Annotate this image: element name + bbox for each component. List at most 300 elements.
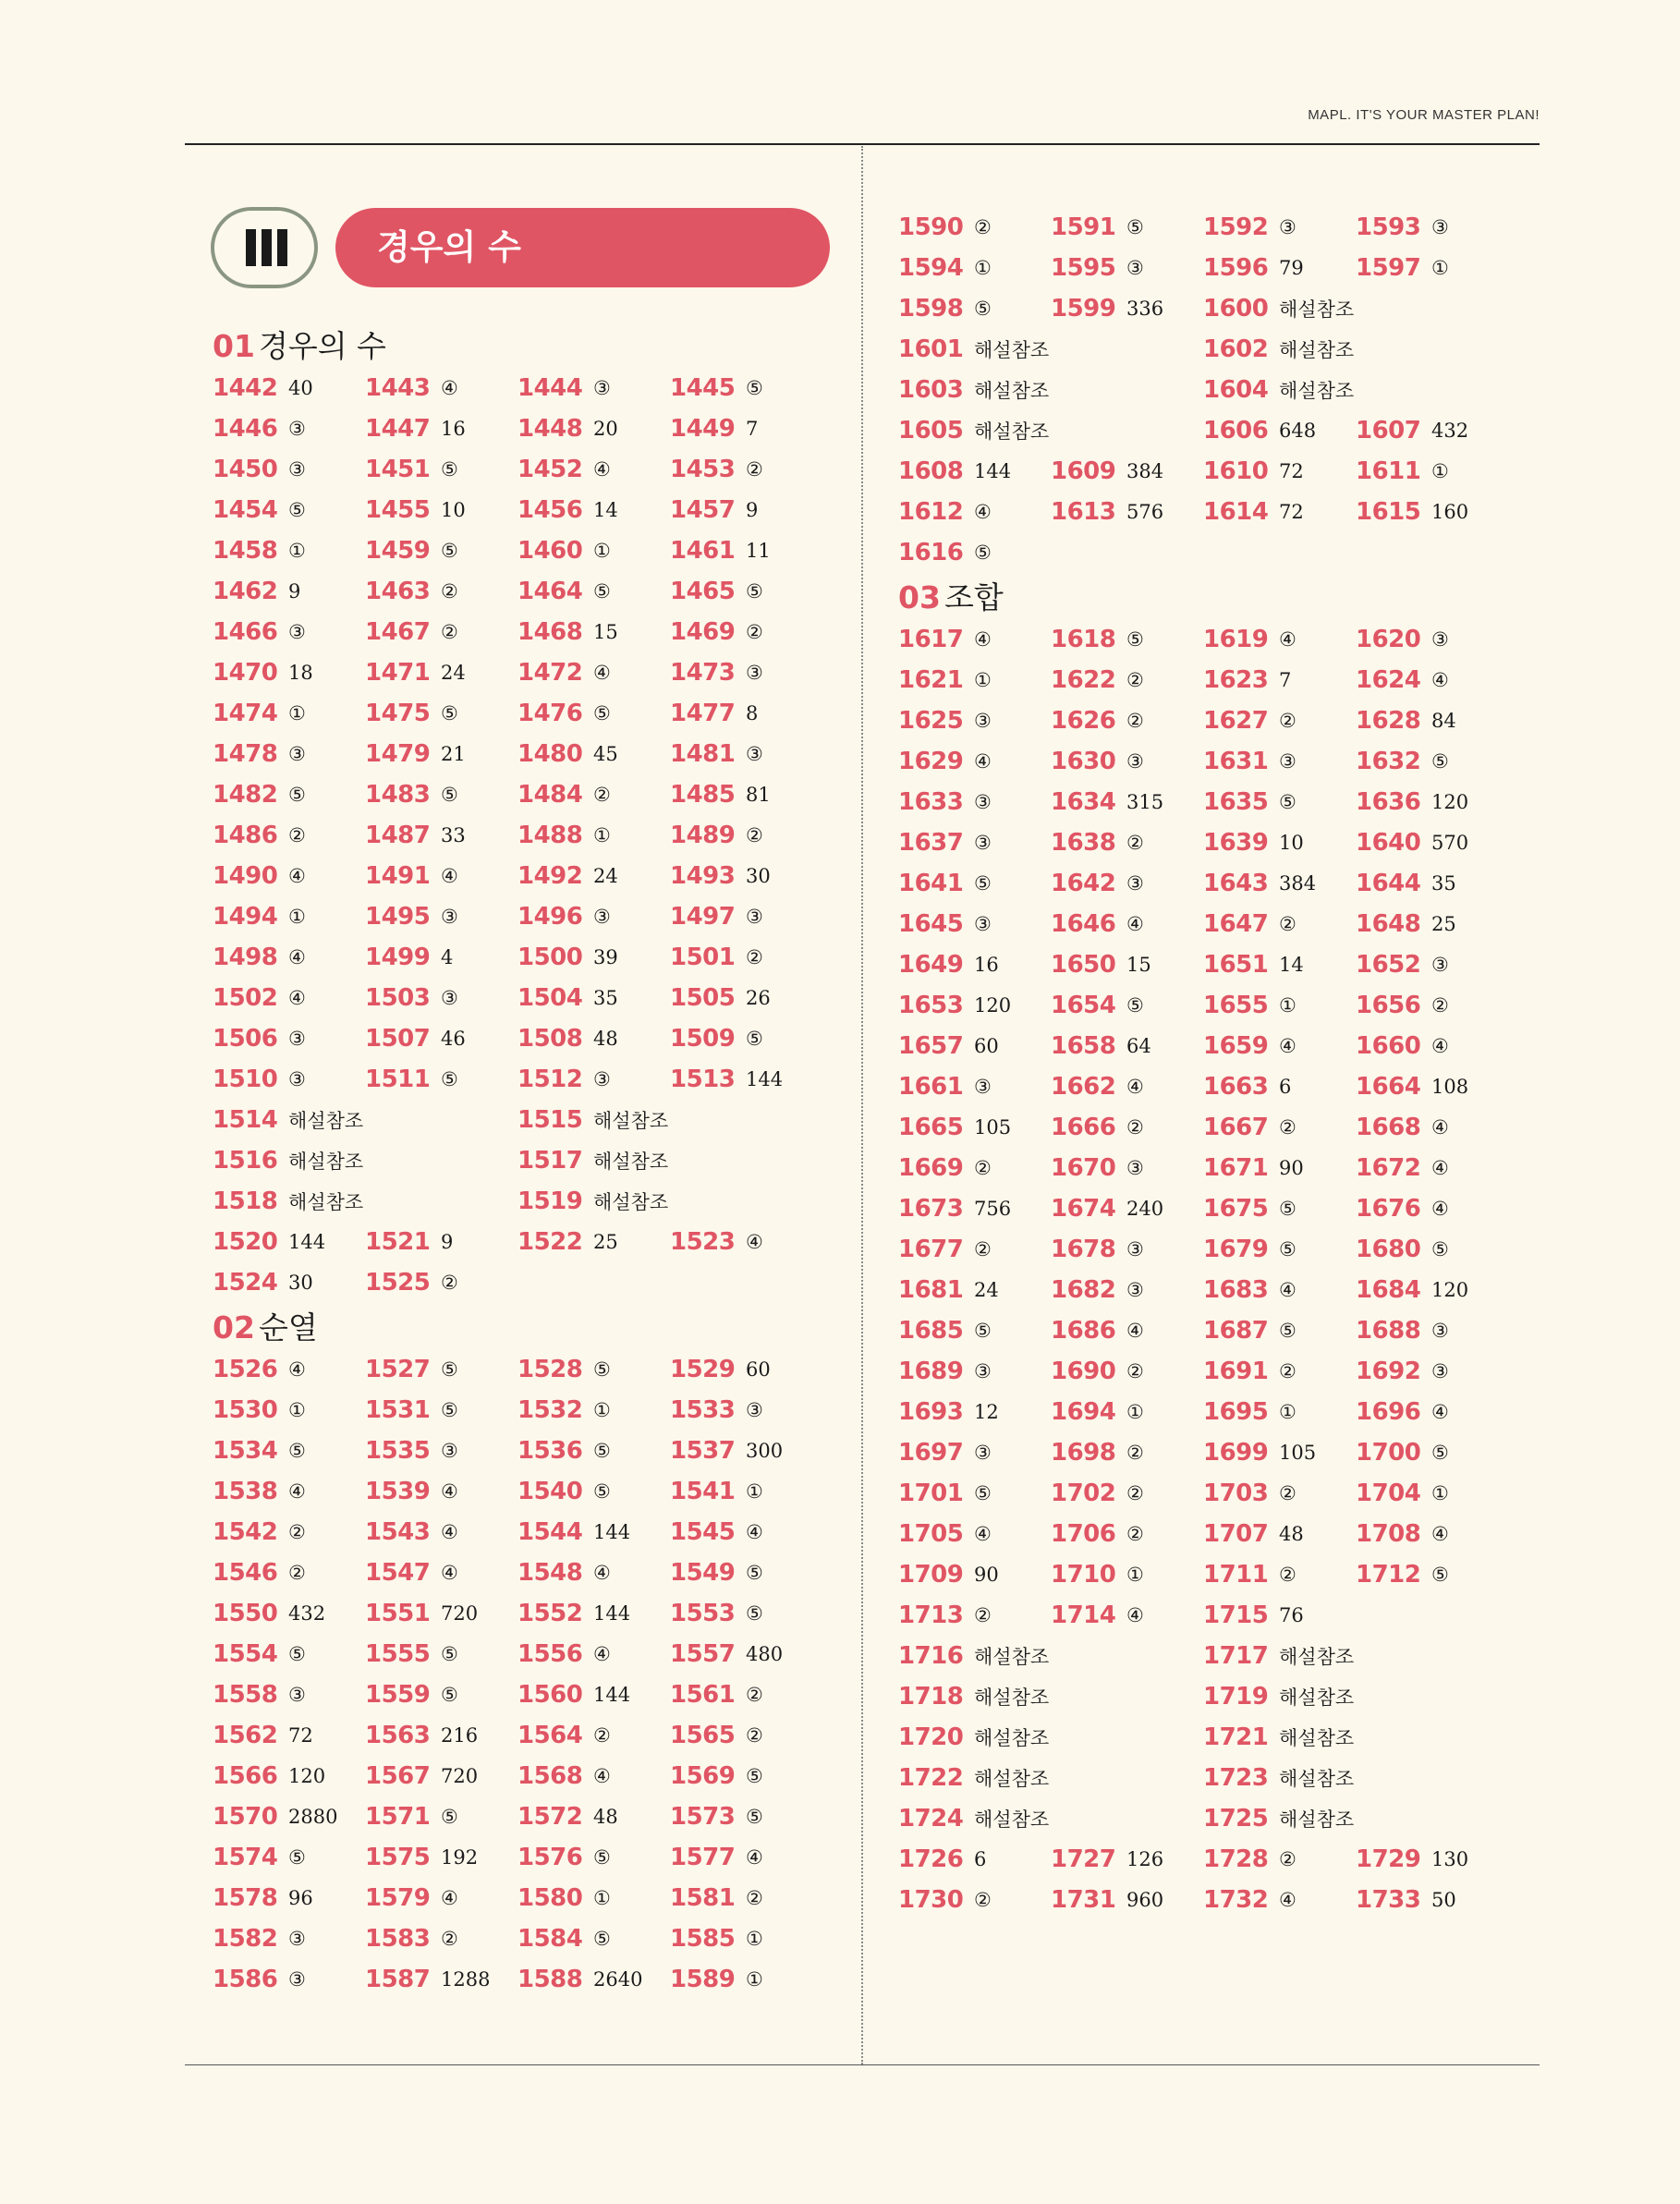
- problem-number: 1443: [365, 374, 431, 402]
- answer-cell: [1051, 451, 1163, 492]
- answer-cell: [1356, 782, 1468, 822]
- answer-value: ④: [974, 750, 992, 773]
- problem-number: 1639: [1203, 829, 1269, 857]
- answer-cell: [670, 1349, 771, 1390]
- answer-cell: [1051, 944, 1151, 985]
- answer-cell: [213, 1959, 306, 2000]
- answer-value: 960: [1126, 1889, 1164, 1911]
- answer-value: ③: [1279, 216, 1297, 238]
- answer-value: ②: [1126, 1482, 1144, 1504]
- answer-cell: [1356, 451, 1449, 492]
- problem-number: 1589: [670, 1966, 736, 1993]
- answer-value: ③: [288, 1968, 306, 1991]
- problem-number: 1531: [365, 1396, 431, 1424]
- answer-cell: [365, 693, 458, 734]
- answer-value: ④: [288, 865, 306, 887]
- answer-cell: [670, 571, 763, 612]
- answer-cell: [213, 815, 306, 856]
- answer-cell: [670, 1959, 763, 2000]
- answer-cell: [517, 1553, 611, 1593]
- problem-number: 1703: [1203, 1479, 1269, 1507]
- problem-number: 1574: [213, 1844, 278, 1871]
- answer-cell: [517, 1181, 668, 1222]
- answer-cell: [213, 449, 306, 490]
- problem-number: 1627: [1203, 707, 1269, 735]
- answer-cell: [1356, 1066, 1468, 1107]
- answer-cell: [1051, 1026, 1151, 1066]
- answer-cell: [213, 896, 306, 937]
- answer-value: 120: [1431, 791, 1469, 813]
- problem-number: 1622: [1051, 666, 1116, 694]
- problem-number: 1633: [898, 788, 964, 816]
- answer-cell: [1203, 207, 1297, 248]
- answer-value: ⑤: [441, 702, 458, 725]
- answer-value: ⑤: [593, 702, 611, 725]
- problem-number: 1607: [1356, 417, 1421, 444]
- answer-cell: [213, 734, 306, 774]
- answer-cell: [670, 1390, 763, 1431]
- problem-number: 1530: [213, 1396, 278, 1424]
- answer-cell: [517, 693, 611, 734]
- problem-number: 1551: [365, 1600, 431, 1627]
- answer-value: ③: [1431, 628, 1449, 651]
- answer-cell: [1356, 660, 1449, 700]
- answer-value: ⑤: [1279, 1198, 1297, 1220]
- answer-value: 90: [974, 1564, 999, 1586]
- problem-number: 1614: [1203, 498, 1269, 526]
- answer-cell: [1356, 1270, 1468, 1310]
- problem-number: 1637: [898, 829, 964, 857]
- problem-number: 1697: [898, 1439, 964, 1467]
- answer-row: [898, 1758, 1508, 1798]
- answer-cell: [1356, 1554, 1449, 1595]
- answer-value: 9: [288, 580, 301, 603]
- answer-cell: [517, 774, 611, 815]
- answer-row: [213, 1918, 822, 1959]
- answer-cell: [1203, 1595, 1304, 1636]
- answer-value: ⑤: [746, 580, 763, 603]
- problem-number: 1595: [1051, 254, 1116, 282]
- answer-cell: [670, 1222, 763, 1262]
- answer-cell: [1203, 370, 1354, 410]
- problem-number: 1682: [1051, 1276, 1116, 1304]
- answer-cell: [1051, 1432, 1144, 1473]
- problem-number: 1545: [670, 1518, 736, 1546]
- answer-value: 72: [1279, 460, 1304, 482]
- answer-value: ④: [1431, 1157, 1449, 1179]
- answer-value: ③: [1431, 1320, 1449, 1342]
- answer-row: [213, 1262, 822, 1303]
- answer-cell: [670, 1018, 763, 1059]
- answer-value: ③: [441, 1440, 458, 1462]
- answer-cell: [1203, 782, 1297, 822]
- answer-cell: [517, 978, 618, 1018]
- problem-number: 1699: [1203, 1439, 1269, 1467]
- answer-cell: [898, 660, 992, 700]
- answer-cell: [1051, 741, 1144, 782]
- answer-cell: [213, 1512, 306, 1553]
- answer-value: ④: [1279, 628, 1297, 651]
- answer-cell: [1203, 248, 1304, 288]
- answer-cell: [1203, 288, 1354, 329]
- answer-value: 216: [441, 1724, 479, 1747]
- problem-number: 1611: [1356, 457, 1421, 485]
- answer-cell: [213, 693, 306, 734]
- problem-number: 1716: [898, 1642, 964, 1670]
- answer-value: 432: [288, 1602, 326, 1625]
- answer-value: 해설참조: [288, 1110, 364, 1132]
- answer-cell: [898, 532, 992, 573]
- answer-value: 18: [288, 662, 313, 684]
- answer-cell: [517, 1222, 618, 1262]
- answer-value: 144: [593, 1521, 631, 1543]
- problem-number: 1460: [517, 537, 583, 565]
- problem-number: 1476: [517, 700, 583, 727]
- answer-cell: [213, 1471, 306, 1512]
- answer-cell: [517, 1390, 611, 1431]
- answer-value: 21: [441, 743, 466, 765]
- answer-value: ⑤: [593, 1846, 611, 1869]
- problem-number: 1472: [517, 659, 583, 687]
- answer-value: ⑤: [441, 1068, 458, 1090]
- answer-value: ④: [1431, 669, 1449, 691]
- answer-value: 해설참조: [1279, 298, 1355, 321]
- answer-cell: [517, 490, 618, 530]
- problem-number: 1484: [517, 781, 583, 809]
- problem-number: 1621: [898, 666, 964, 694]
- problem-number: 1649: [898, 951, 964, 979]
- answer-cell: [1356, 1514, 1449, 1554]
- answer-cell: [1203, 1636, 1354, 1676]
- answer-value: 120: [1431, 1279, 1469, 1301]
- answer-cell: [1203, 1026, 1297, 1066]
- problem-number: 1541: [670, 1478, 736, 1505]
- problem-number: 1571: [365, 1803, 431, 1831]
- answer-value: 126: [1126, 1848, 1164, 1870]
- answer-cell: [1356, 1188, 1449, 1229]
- problem-number: 1674: [1051, 1195, 1116, 1223]
- answer-cell: [213, 937, 306, 978]
- answer-cell: [213, 408, 306, 449]
- answer-value: ①: [288, 906, 306, 928]
- answer-cell: [898, 1148, 992, 1188]
- problem-number: 1517: [517, 1147, 583, 1175]
- problem-number: 1534: [213, 1437, 278, 1465]
- answer-cell: [213, 1140, 363, 1181]
- answer-cell: [517, 815, 611, 856]
- problem-number: 1710: [1051, 1561, 1116, 1589]
- answer-cell: [365, 774, 458, 815]
- problem-number: 1543: [365, 1518, 431, 1546]
- answer-value: 384: [1279, 872, 1317, 895]
- answer-value: 720: [441, 1765, 479, 1787]
- answer-value: ③: [593, 906, 611, 928]
- problem-number: 1586: [213, 1966, 278, 1993]
- problem-number: 1495: [365, 903, 431, 931]
- problem-number: 1526: [213, 1356, 278, 1383]
- answer-value: 해설참조: [974, 1808, 1050, 1831]
- answer-cell: [898, 1758, 1049, 1798]
- answer-cell: [1356, 1351, 1449, 1392]
- problem-number: 1565: [670, 1722, 736, 1749]
- problem-number: 1519: [517, 1187, 583, 1215]
- answer-row: [898, 822, 1508, 863]
- answer-cell: [898, 1026, 999, 1066]
- answer-value: 300: [746, 1440, 784, 1462]
- answer-row: [213, 1140, 822, 1181]
- answer-value: 33: [441, 824, 466, 846]
- answer-value: ④: [288, 1358, 306, 1381]
- answer-value: 6: [1279, 1076, 1292, 1098]
- problem-number: 1694: [1051, 1398, 1116, 1426]
- problem-number: 1618: [1051, 626, 1116, 653]
- answer-value: ①: [974, 257, 992, 279]
- answer-cell: [898, 1514, 992, 1554]
- answer-value: ⑤: [974, 872, 992, 895]
- answer-value: ③: [1126, 1279, 1144, 1301]
- problem-number: 1491: [365, 862, 431, 890]
- answer-value: ①: [288, 1399, 306, 1421]
- answer-value: ②: [288, 1521, 306, 1543]
- answer-value: ④: [1431, 1116, 1449, 1139]
- answer-value: 432: [1431, 420, 1469, 442]
- answer-cell: [213, 1674, 306, 1715]
- answer-value: ⑤: [593, 1440, 611, 1462]
- answer-cell: [1051, 660, 1144, 700]
- answer-cell: [1203, 1717, 1354, 1758]
- answer-cell: [1203, 1351, 1297, 1392]
- answer-cell: [365, 1262, 458, 1303]
- answer-row: [213, 1512, 822, 1553]
- answer-value: ①: [1279, 994, 1297, 1017]
- answer-value: ⑤: [974, 542, 992, 564]
- problem-number: 1723: [1203, 1764, 1269, 1792]
- answer-value: 64: [1126, 1035, 1151, 1057]
- answer-row: [213, 1756, 822, 1796]
- answer-value: 해설참조: [288, 1151, 364, 1173]
- answer-value: 39: [593, 946, 618, 968]
- answer-row: [898, 1351, 1508, 1392]
- answer-row: [898, 451, 1508, 492]
- answer-cell: [898, 451, 1011, 492]
- answer-value: ③: [974, 1442, 992, 1464]
- problem-number: 1462: [213, 578, 278, 605]
- answer-value: 해설참조: [974, 1727, 1050, 1749]
- answer-cell: [670, 978, 771, 1018]
- problem-number: 1464: [517, 578, 583, 605]
- problem-number: 1677: [898, 1236, 964, 1263]
- problem-number: 1648: [1356, 910, 1421, 938]
- answer-cell: [670, 368, 763, 408]
- answer-cell: [1203, 1188, 1297, 1229]
- problem-number: 1684: [1356, 1276, 1421, 1304]
- answer-value: ④: [593, 1562, 611, 1584]
- answer-cell: [1356, 1432, 1449, 1473]
- problem-number: 1442: [213, 374, 278, 402]
- answer-cell: [1203, 1229, 1297, 1270]
- answer-cell: [213, 1918, 306, 1959]
- answer-cell: [365, 408, 466, 449]
- answer-value: 144: [974, 460, 1012, 482]
- problem-number: 1630: [1051, 748, 1116, 775]
- answer-value: 해설참조: [974, 1768, 1050, 1790]
- answer-value: ③: [746, 1399, 763, 1421]
- answer-value: 60: [974, 1035, 999, 1057]
- problem-number: 1712: [1356, 1561, 1421, 1589]
- answer-value: 570: [1431, 832, 1469, 854]
- problem-number: 1722: [898, 1764, 964, 1792]
- answer-cell: [898, 904, 992, 944]
- answer-value: ②: [1279, 1360, 1297, 1382]
- problem-number: 1715: [1203, 1601, 1269, 1629]
- answer-value: ②: [974, 1889, 992, 1911]
- answer-row: [213, 1878, 822, 1918]
- section-number: 01: [213, 328, 255, 364]
- answer-cell: [213, 1059, 306, 1100]
- answer-cell: [517, 1959, 642, 2000]
- answer-cell: [517, 571, 611, 612]
- answer-row: [898, 1066, 1508, 1107]
- problem-number: 1673: [898, 1195, 964, 1223]
- answer-value: ⑤: [974, 298, 992, 320]
- answer-cell: [213, 530, 306, 571]
- problem-number: 1494: [213, 903, 278, 931]
- problem-number: 1700: [1356, 1439, 1421, 1467]
- answer-row: [898, 1676, 1508, 1717]
- problem-number: 1624: [1356, 666, 1421, 694]
- answer-cell: [1203, 410, 1316, 451]
- answer-value: ②: [746, 1887, 763, 1909]
- answer-value: ④: [288, 987, 306, 1009]
- problem-number: 1504: [517, 984, 583, 1012]
- answer-row: [213, 1715, 822, 1756]
- problem-number: 1634: [1051, 788, 1116, 816]
- problem-number: 1573: [670, 1803, 736, 1831]
- problem-number: 1713: [898, 1601, 964, 1629]
- answer-cell: [898, 248, 992, 288]
- answer-value: ④: [1431, 1401, 1449, 1423]
- section-number: 02: [213, 1309, 255, 1346]
- answer-value: 60: [746, 1358, 771, 1381]
- answer-cell: [365, 571, 458, 612]
- answer-value: ⑤: [1431, 750, 1449, 773]
- problem-number: 1525: [365, 1269, 431, 1297]
- problem-number: 1685: [898, 1317, 964, 1345]
- problem-number: 1679: [1203, 1236, 1269, 1263]
- answer-value: 480: [746, 1643, 784, 1665]
- problem-number: 1680: [1356, 1236, 1421, 1263]
- answer-value: 35: [593, 987, 618, 1009]
- answer-value: 48: [593, 1028, 618, 1050]
- problem-number: 1515: [517, 1106, 583, 1134]
- answer-value: ⑤: [1431, 1442, 1449, 1464]
- problem-number: 1668: [1356, 1114, 1421, 1141]
- problem-number: 1457: [670, 496, 736, 524]
- problem-number: 1623: [1203, 666, 1269, 694]
- problem-number: 1466: [213, 618, 278, 646]
- answer-value: 30: [746, 865, 771, 887]
- problem-number: 1540: [517, 1478, 583, 1505]
- answer-cell: [365, 1878, 458, 1918]
- answer-value: ⑤: [974, 1482, 992, 1504]
- problem-number: 1704: [1356, 1479, 1421, 1507]
- problem-number: 1477: [670, 700, 736, 727]
- answer-value: ⑤: [441, 540, 458, 562]
- problem-number: 1730: [898, 1886, 964, 1914]
- answer-cell: [898, 782, 992, 822]
- problem-number: 1451: [365, 456, 431, 483]
- problem-number: 1656: [1356, 992, 1421, 1019]
- answer-value: ①: [593, 824, 611, 846]
- answer-row: [213, 1837, 822, 1878]
- problem-number: 1516: [213, 1147, 278, 1175]
- answer-cell: [898, 944, 999, 985]
- answer-cell: [517, 937, 618, 978]
- answer-value: ⑤: [288, 784, 306, 806]
- answer-value: ①: [593, 540, 611, 562]
- problem-number: 1481: [670, 740, 736, 768]
- header-tagline: MAPL. IT'S YOUR MASTER PLAN!: [1308, 107, 1540, 123]
- problem-number: 1458: [213, 537, 278, 565]
- answer-value: ②: [974, 1604, 992, 1626]
- answer-value: ③: [288, 1928, 306, 1950]
- problem-number: 1709: [898, 1561, 964, 1589]
- answer-cell: [1203, 1798, 1354, 1839]
- answer-value: ②: [1126, 1523, 1144, 1545]
- answer-value: ①: [1431, 257, 1449, 279]
- answer-cell: [365, 1349, 458, 1390]
- answer-row: [213, 490, 822, 530]
- problem-number: 1520: [213, 1228, 278, 1256]
- problem-number: 1665: [898, 1114, 964, 1141]
- answer-cell: [365, 1674, 458, 1715]
- answer-value: ⑤: [593, 1480, 611, 1503]
- answer-value: ③: [974, 1076, 992, 1098]
- answer-row: [213, 937, 822, 978]
- answer-value: ⑤: [441, 1806, 458, 1828]
- answer-row: [213, 1471, 822, 1512]
- answer-value: ③: [974, 791, 992, 813]
- problem-number: 1581: [670, 1884, 736, 1912]
- problem-number: 1683: [1203, 1276, 1269, 1304]
- problem-number: 1487: [365, 822, 431, 849]
- problem-number: 1727: [1051, 1845, 1116, 1873]
- answer-value: 10: [1279, 832, 1304, 854]
- answer-cell: [213, 1878, 313, 1918]
- answer-value: ②: [746, 946, 763, 968]
- answer-value: ①: [974, 669, 992, 691]
- answer-cell: [898, 1188, 1011, 1229]
- answer-row: [898, 532, 1508, 573]
- answer-row: [213, 1390, 822, 1431]
- answer-cell: [1203, 1432, 1316, 1473]
- answer-value: ③: [1126, 257, 1144, 279]
- answer-cell: [213, 1262, 313, 1303]
- answer-value: ②: [974, 1157, 992, 1179]
- answer-cell: [365, 1471, 458, 1512]
- answer-value: ③: [746, 906, 763, 928]
- answer-cell: [1356, 904, 1456, 944]
- answer-value: ②: [1279, 913, 1297, 935]
- problem-number: 1579: [365, 1884, 431, 1912]
- answer-row: [213, 571, 822, 612]
- answer-value: ⑤: [1126, 628, 1144, 651]
- answer-cell: [898, 1432, 992, 1473]
- answer-cell: [365, 1837, 478, 1878]
- answer-cell: [1356, 248, 1449, 288]
- answer-cell: [1203, 1676, 1354, 1717]
- answer-value: ③: [974, 710, 992, 732]
